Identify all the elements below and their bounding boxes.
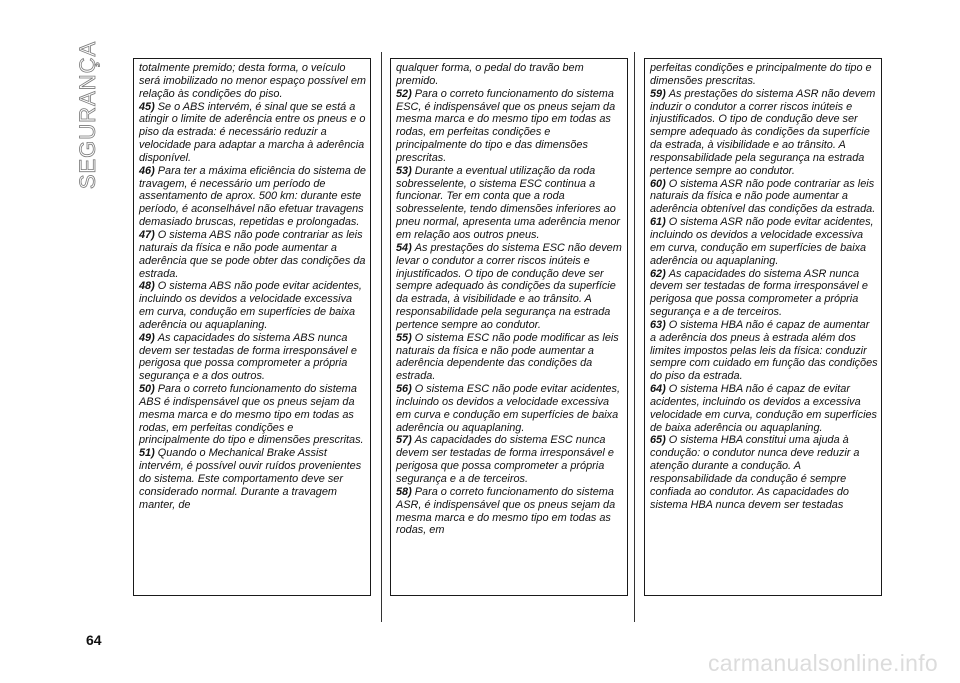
note-paragraph (396, 486, 624, 537)
note-number: 59) (650, 87, 666, 100)
note-text: O sistema HBA não é capaz de aumentar a aderência dos pneus à estrada além dos limites impostos pelas leis da física: conduzir sempre com cuidado em função das condições do piso da estrada. (650, 318, 878, 383)
note-paragraph (396, 88, 624, 165)
note-paragraph (396, 165, 624, 242)
note-number: 56) (396, 383, 412, 396)
note-text: Para ter a máxima eficiência do sistema de travagem, é necessário um período de assentamento de aprox. 500 km: durante este período, é aconselhável não efetuar travagens demasiado bruscas, repetidas e prolongadas. (139, 164, 366, 229)
note-text: O sistema ABS não pode evitar acidentes, incluindo os devidos a velocidade excessiva em curva, condução em superfícies de baixa aderência ou aquaplaning. (139, 280, 362, 331)
note-number: 48) (139, 280, 155, 293)
note-paragraph (396, 62, 624, 88)
note-number: 53) (396, 164, 412, 177)
note-text: As capacidades do sistema ASR nunca devem ser testadas de forma irresponsável e perigosa que possa comprometer a própria segurança e a de terceiros. (650, 267, 868, 319)
note-number: 64) (650, 383, 666, 396)
note-text: O sistema HBA não é capaz de evitar acidentes, incluindo os devidos a excessiva velocidade em curva, condução em superfícies de baixa aderência ou aquaplaning. (650, 383, 878, 434)
note-paragraph (139, 62, 367, 101)
note-text: O sistema ESC não pode modificar as leis naturais da física e não pode aumentar a aderência dependente das condições da estrada. (396, 331, 619, 383)
column-divider-2 (634, 52, 635, 622)
note-paragraph (139, 229, 367, 280)
note-paragraph (396, 242, 624, 332)
note-paragraph (139, 383, 367, 447)
note-paragraph (650, 383, 878, 434)
note-text: Para o correto funcionamento do sistema ESC, é indispensável que os pneus sejam da mesma marca e do mesmo tipo em todas as rodas, em perfeitas condições e principalmente do tipo e das dimensões prescritas. (396, 87, 616, 164)
note-text: Se o ABS intervém, é sinal que se está a atingir o limite de aderência entre os pneus e o piso da estrada: é necessário reduzir a velocidade para adaptar a marcha à aderência disponível. (139, 100, 366, 164)
text-column-3 (644, 58, 882, 596)
note-paragraph (139, 447, 367, 511)
note-paragraph (139, 332, 367, 383)
note-paragraph (650, 216, 878, 267)
text-column-1 (133, 58, 371, 596)
note-text: O sistema ESC não pode evitar acidentes, incluindo os devidos a velocidade excessiva em curva e condução em superfícies de baixa aderência ou aquaplaning. (396, 383, 620, 434)
note-number: 60) (650, 177, 666, 190)
note-paragraph (650, 268, 878, 319)
note-text: O sistema ASR não pode evitar acidentes, incluindo os devidos a velocidade excessiva em curva, condução em superfícies de baixa aderência ou aquaplaning. (650, 216, 874, 267)
note-number: 51) (139, 447, 155, 460)
note-number: 54) (396, 241, 412, 254)
note-paragraph (396, 383, 624, 434)
note-number: 50) (139, 383, 155, 396)
note-paragraph (139, 165, 367, 229)
note-number: 57) (396, 434, 412, 447)
note-paragraph (650, 319, 878, 383)
note-paragraph (650, 88, 878, 178)
note-paragraph (396, 332, 624, 383)
note-number: 58) (396, 485, 412, 498)
note-text: O sistema ABS não pode contrariar as leis naturais da física e não pode aumentar a aderência que se pode obter das condições da estrada. (139, 228, 366, 280)
note-paragraph (650, 62, 878, 88)
note-text: Para o correto funcionamento do sistema ABS é indispensável que os pneus sejam da mesma marca e do mesmo tipo em todas as rodas, em perfeitas condições e principalmente do tipo e dimensões prescritas. (139, 383, 364, 447)
note-text: As capacidades do sistema ABS nunca devem ser testadas de forma irresponsável e perigosa que possa comprometer a própria segurança e a dos outros. (139, 331, 357, 383)
note-text: As capacidades do sistema ESC nunca devem ser testadas de forma irresponsável e perigosa que possa comprometer a própria segurança e a de terceiros. (396, 434, 614, 485)
note-paragraph (396, 434, 624, 485)
note-text: As prestações do sistema ASR não devem induzir o condutor a correr riscos inúteis e injustificados. O tipo de condução deve ser sempre adequado às condições da superfície da estrada, à visibilidade e ao trânsito. A responsabilidade pela segurança na estrada pertence sempre ao condutor. (650, 87, 876, 177)
note-paragraph (139, 280, 367, 331)
watermark: carmanualsonline.info (707, 650, 938, 676)
note-number: 52) (396, 87, 412, 100)
note-number: 49) (139, 331, 155, 344)
note-number: 61) (650, 216, 666, 229)
section-title-vertical (58, 10, 118, 220)
note-number: 46) (139, 164, 155, 177)
note-number: 45) (139, 100, 155, 113)
page-number: 64 (86, 632, 102, 648)
note-text: Para o correto funcionamento do sistema ASR, é indispensável que os pneus sejam da mesma marca e do mesmo tipo em todas as rodas, em (396, 485, 616, 537)
section-title: SEGURANÇA (75, 40, 100, 190)
note-number: 65) (650, 434, 666, 447)
note-text: qualquer forma, o pedal do travão bem premido. (396, 62, 584, 87)
note-text: Durante a eventual utilização da roda sobresselente, o sistema ESC continua a funcionar. Ter em conta que a roda sobresselente, tendo dimensões inferiores ao pneu normal, apresenta uma aderência menor em relação aos outros pneus. (396, 164, 620, 241)
note-text: As prestações do sistema ESC não devem levar o condutor a correr riscos inúteis e injustificados. O tipo de condução deve ser sempre adequado às condições da superfície da estrada, à visibilidade e ao trânsito. A responsabilidade pela segurança na estrada pertence sempre ao condutor. (396, 241, 622, 331)
note-paragraph (139, 101, 367, 165)
note-text: Quando o Mechanical Brake Assist intervém, é possível ouvir ruídos provenientes do sistema. Este comportamento deve ser considerado normal. Durante a travagem manter, de (139, 447, 362, 511)
note-paragraph (650, 434, 878, 511)
note-text: O sistema HBA constitui uma ajuda à condução: o condutor nunca deve reduzir a atenção durante a condução. A responsabilidade da condução é sempre confiada ao condutor. As capacidades do sistema HBA nunca devem ser testadas (650, 434, 860, 511)
note-text: O sistema ASR não pode contrariar as leis naturais da física e não pode aumentar a aderência obtenível das condições da estrada. (650, 177, 876, 216)
note-paragraph (650, 178, 878, 217)
note-number: 47) (139, 228, 155, 241)
note-text: perfeitas condições e principalmente do tipo e dimensões prescritas. (650, 62, 872, 87)
note-number: 63) (650, 318, 666, 331)
note-text: totalmente premido; desta forma, o veículo será imobilizado no menor espaço possível em relação às condições do piso. (139, 62, 367, 100)
column-divider-1 (381, 52, 382, 622)
note-number: 62) (650, 267, 666, 280)
note-number: 55) (396, 331, 412, 344)
text-column-2 (390, 58, 628, 596)
